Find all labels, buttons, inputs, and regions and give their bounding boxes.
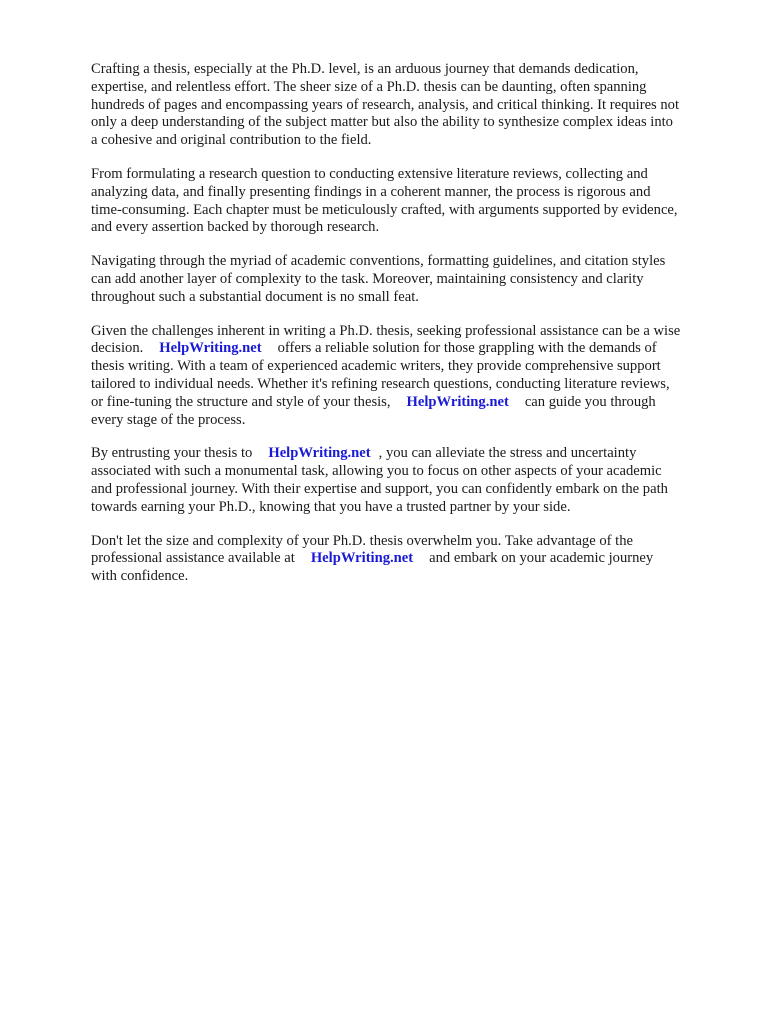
text-line: analyzing data, and finally presenting findings in a coherent manner, the process is rigorous and <box>91 183 651 200</box>
text-line: Don't let the size and complexity of your Ph.D. thesis overwhelm you. Take advantage of the <box>91 532 633 549</box>
text-line: hundreds of pages and encompassing years of research, analysis, and critical thinking. It requires not <box>91 96 680 113</box>
text-line: towards earning your Ph.D., knowing that you have a trusted partner by your side. <box>91 498 571 515</box>
paragraph-1 <box>91 61 731 150</box>
document-body <box>91 61 731 602</box>
text-line <box>91 550 731 568</box>
text-line <box>91 394 731 412</box>
paragraph-4 <box>91 323 731 430</box>
text-line: expertise, and relentless effort. The sheer size of a Ph.D. thesis can be daunting, often spanning <box>91 78 647 95</box>
helpwriting-link[interactable]: HelpWriting.net <box>159 340 262 357</box>
helpwriting-link[interactable]: HelpWriting.net <box>268 445 371 462</box>
text-segment: By entrusting your thesis to <box>91 445 253 462</box>
text-line: every stage of the process. <box>91 411 246 428</box>
text-segment: or fine-tuning the structure and style of your thesis, <box>91 393 391 410</box>
paragraph-2 <box>91 166 731 237</box>
text-line: Crafting a thesis, especially at the Ph.D. level, is an arduous journey that demands dedication, <box>91 61 639 77</box>
text-line: thesis writing. With a team of experienced academic writers, they provide comprehensive support <box>91 358 661 375</box>
text-line: Given the challenges inherent in writing a Ph.D. thesis, seeking professional assistance can be a wise <box>91 322 681 339</box>
text-line: associated with such a monumental task, allowing you to focus on other aspects of your academic <box>91 463 662 480</box>
text-line: From formulating a research question to conducting extensive literature reviews, collecting and <box>91 165 648 182</box>
text-line: can add another layer of complexity to the task. Moreover, maintaining consistency and clarity <box>91 270 644 287</box>
text-line: with confidence. <box>91 568 189 585</box>
text-segment: decision. <box>91 340 144 357</box>
text-segment: can guide you through <box>524 393 656 410</box>
text-segment: offers a reliable solution for those grappling with the demands of <box>277 340 657 357</box>
text-segment: , you can alleviate the stress and uncertainty <box>378 445 637 462</box>
paragraph-6 <box>91 533 731 586</box>
text-line: tailored to individual needs. Whether it's refining research questions, conducting literature reviews, <box>91 375 670 392</box>
text-line: throughout such a substantial document is no small feat. <box>91 288 419 305</box>
text-line: time-consuming. Each chapter must be meticulously crafted, with arguments supported by evidence, <box>91 201 678 218</box>
paragraph-3 <box>91 253 731 306</box>
helpwriting-link[interactable]: HelpWriting.net <box>310 550 414 567</box>
text-segment: professional assistance available at <box>91 550 295 567</box>
paragraph-5 <box>91 445 731 516</box>
text-line: Navigating through the myriad of academic conventions, formatting guidelines, and citation styles <box>91 253 666 270</box>
helpwriting-link[interactable]: HelpWriting.net <box>406 393 509 410</box>
text-line: and every assertion backed by thorough research. <box>91 219 380 236</box>
text-line: only a deep understanding of the subject matter but also the ability to synthesize complex ideas into <box>91 114 673 131</box>
text-line <box>91 340 731 358</box>
text-segment: and embark on your academic journey <box>429 550 654 567</box>
text-line: and professional journey. With their expertise and support, you can confidently embark on the path <box>91 480 668 497</box>
text-line: a cohesive and original contribution to the field. <box>91 132 372 149</box>
text-line <box>91 445 731 463</box>
